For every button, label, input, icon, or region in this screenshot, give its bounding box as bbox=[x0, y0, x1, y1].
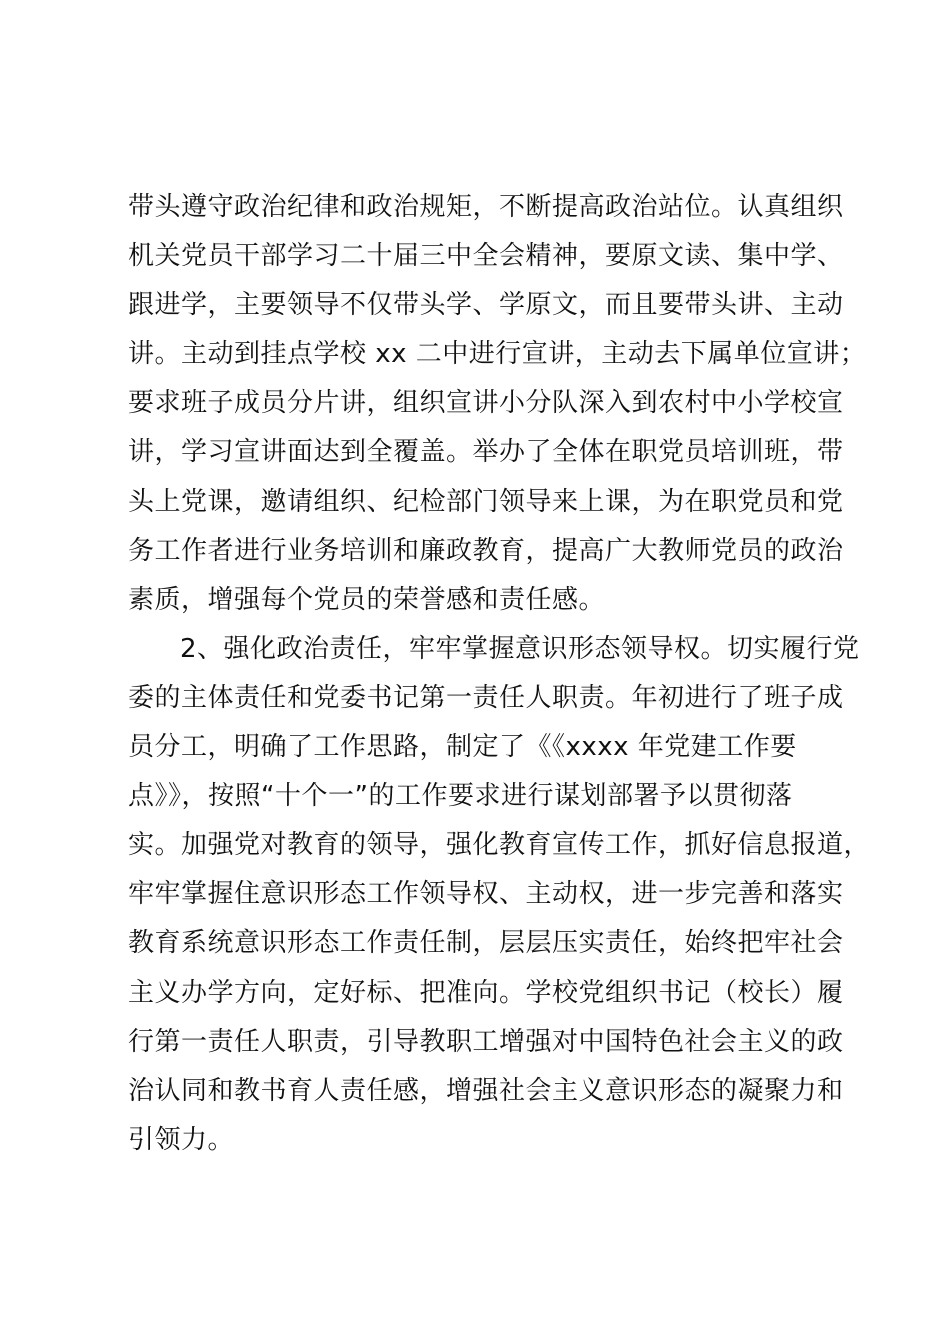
paragraph-start-line: 2、强化政治责任，牢牢掌握意识形态领导权。切实履行党 bbox=[180, 633, 860, 664]
text-line: 牢牢掌握住意识形态工作领导权、主动权，进一步完善和落实 bbox=[128, 879, 844, 910]
body-text bbox=[128, 183, 871, 1165]
text-line: 素质，增强每个党员的荣誉感和责任感。 bbox=[128, 584, 606, 615]
text-line: 实。加强党对教育的领导，强化教育宣传工作，抓好信息报道， bbox=[128, 830, 871, 861]
text-line: 主义办学方向，定好标、把准向。学校党组织书记（校长）履 bbox=[128, 977, 844, 1008]
text-line: 治认同和教书育人责任感，增强社会主义意识形态的凝聚力和 bbox=[128, 1075, 844, 1106]
text-line: 委的主体责任和党委书记第一责任人职责。年初进行了班子成 bbox=[128, 682, 844, 713]
text-line: 教育系统意识形态工作责任制，层层压实责任，始终把牢社会 bbox=[128, 928, 844, 959]
text-line: 头上党课，邀请组织、纪检部门领导来上课，为在职党员和党 bbox=[128, 486, 844, 517]
text-line: 机关党员干部学习二十届三中全会精神，要原文读、集中学、 bbox=[128, 241, 844, 272]
text-line: 员分工，明确了工作思路，制定了《《xxxx 年党建工作要 bbox=[128, 732, 797, 763]
text-line: 务工作者进行业务培训和廉政教育，提高广大教师党员的政治 bbox=[128, 535, 844, 566]
text-line: 带头遵守政治纪律和政治规矩，不断提高政治站位。认真组织 bbox=[128, 192, 844, 222]
text-line: 要求班子成员分片讲，组织宣讲小分队深入到农村中小学校宣 bbox=[128, 388, 844, 419]
text-line: 点》》，按照“十个一”的工作要求进行谋划部署予以贯彻落 bbox=[128, 781, 793, 812]
text-line: 讲。主动到挂点学校 xx 二中进行宣讲，主动去下属单位宣讲； bbox=[128, 339, 867, 370]
text-line: 讲，学习宣讲面达到全覆盖。举办了全体在职党员培训班，带 bbox=[128, 437, 844, 468]
text-line: 跟进学，主要领导不仅带头学、学原文，而且要带头讲、主动 bbox=[128, 290, 844, 321]
text-line: 引领力。 bbox=[128, 1124, 235, 1155]
text-line: 行第一责任人职责，引导教职工增强对中国特色社会主义的政 bbox=[128, 1026, 844, 1057]
